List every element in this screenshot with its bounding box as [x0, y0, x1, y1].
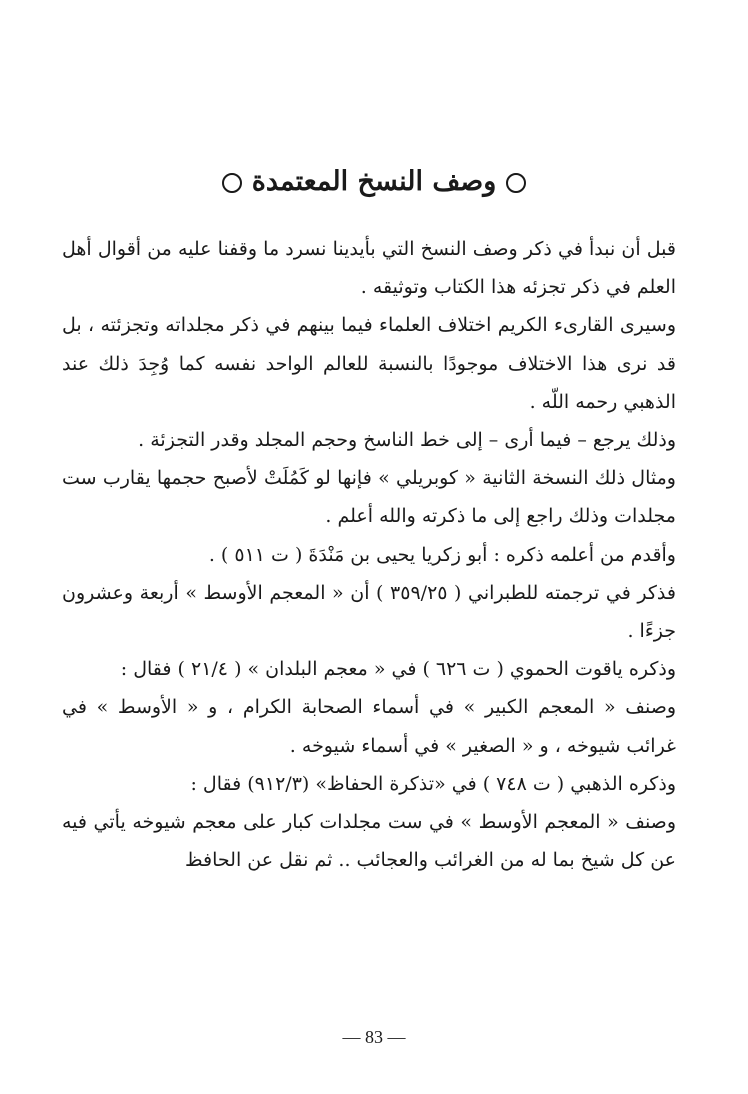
body-text: [62, 230, 676, 879]
paragraph: وذكره الذهبي ( ت ٧٤٨ ) في «تذكرة الحفاظ» (٩١٢/٣) فقال :: [190, 772, 676, 795]
paragraph: وذكره ياقوت الحموي ( ت ٦٢٦ ) في « معجم البلدان » ( ٢١/٤ ) فقال :: [120, 658, 676, 681]
circle-ornament-icon: [506, 173, 526, 193]
section-title-text: وصف النسخ المعتمدة: [251, 166, 497, 197]
section-title: [0, 160, 748, 204]
paragraph: وصنف « المعجم الكبير » في أسماء الصحابة الكرام ، و « الأوسط » في غرائب شيوخه ، و « الصغير » في أسماء شيوخه .: [62, 696, 676, 757]
page-number: — 83 —: [342, 1027, 406, 1047]
paragraph: وسيرى القارىء الكريم اختلاف العلماء فيما بينهم في ذكر مجلداته وتجزئته ، بل قد نرى هذا الاختلاف موجودًا بالنسبة للعالم الواحد نفسه كما وُجِدَ ذلك عند الذهبي رحمه اللّه .: [62, 314, 676, 413]
paragraph: ومثال ذلك النسخة الثانية « كوبريلي » فإنها لو كَمُلَتْ لأصبح حجمها يقارب ست مجلدات وذلك راجع إلى ما ذكرته والله أعلم .: [62, 467, 676, 528]
paragraph: وذلك يرجع – فيما أرى – إلى خط الناسخ وحجم المجلد وقدر التجزئة .: [138, 429, 676, 452]
paragraph: وأقدم من أعلمه ذكره : أبو زكريا يحيى بن مَنْدَةَ ( ت ٥١١ ) .: [208, 543, 676, 566]
paragraph: قبل أن نبدأ في ذكر وصف النسخ التي بأيدينا نسرد ما وقفنا عليه من أقوال أهل العلم في ذكر تجزئه هذا الكتاب وتوثيقه .: [62, 238, 676, 299]
circle-ornament-icon: [222, 173, 242, 193]
paragraph: فذكر في ترجمته للطبراني ( ٣٥٩/٢٥ ) أن « المعجم الأوسط » أربعة وعشرون جزءًا .: [62, 581, 676, 643]
paragraph: وصنف « المعجم الأوسط » في ست مجلدات كبار على معجم شيوخه يأتي فيه عن كل شيخ بما له من الغرائب والعجائب .. ثم نقل عن الحافظ: [62, 811, 676, 872]
